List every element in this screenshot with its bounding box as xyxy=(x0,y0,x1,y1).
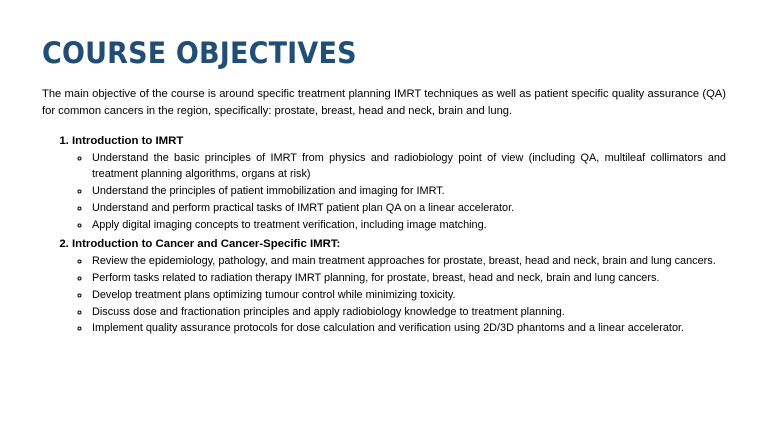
list-item xyxy=(90,184,726,200)
bullet-text: Implement quality assurance protocols for dose calculation and verification using 2D/3D phantoms and a linear accelerator. xyxy=(92,322,685,335)
list-item xyxy=(90,271,726,287)
bullet-text: Understand the basic principles of IMRT from physics and radiobiology point of view (including QA, multileaf collimators and treatment planning algorithms, organs at risk) xyxy=(92,152,726,180)
list-item xyxy=(90,288,726,304)
bullet-text: Review the epidemiology, pathology, and main treatment approaches for prostate, breast, head and neck, brain and lung cancers. xyxy=(92,254,716,267)
list-item xyxy=(90,254,726,270)
bullet-text: Develop treatment plans optimizing tumour control while minimizing toxicity. xyxy=(92,288,456,301)
sub-list xyxy=(72,254,726,338)
list-item xyxy=(90,218,726,234)
bullet-text: Apply digital imaging concepts to treatment verification, including image matching. xyxy=(92,218,487,231)
section-heading: Introduction to IMRT xyxy=(72,134,184,147)
objectives-list xyxy=(42,133,726,337)
list-item xyxy=(72,133,726,234)
page-title: COURSE OBJECTIVES xyxy=(42,36,357,70)
list-item xyxy=(90,321,726,337)
bullet-text: Perform tasks related to radiation therapy IMRT planning, for prostate, breast, head and neck, brain and lung cancers. xyxy=(92,271,660,284)
list-item xyxy=(72,236,726,338)
list-item xyxy=(90,151,726,183)
list-item xyxy=(90,305,726,321)
bullet-text: Discuss dose and fractionation principles and apply radiobiology knowledge to treatment planning. xyxy=(92,305,565,318)
section-heading: Introduction to Cancer and Cancer-Specific IMRT: xyxy=(72,237,341,250)
intro-paragraph: The main objective of the course is around specific treatment planning IMRT techniques as well as patient specific quality assurance (QA) for common cancers in the region, specifically: prostate, breast, head and neck, brain and lung. xyxy=(42,88,726,117)
list-item xyxy=(90,201,726,217)
bullet-text: Understand and perform practical tasks of IMRT patient plan QA on a linear accelerator. xyxy=(92,201,515,214)
bullet-text: Understand the principles of patient immobilization and imaging for IMRT. xyxy=(92,184,445,197)
sub-list xyxy=(72,151,726,234)
